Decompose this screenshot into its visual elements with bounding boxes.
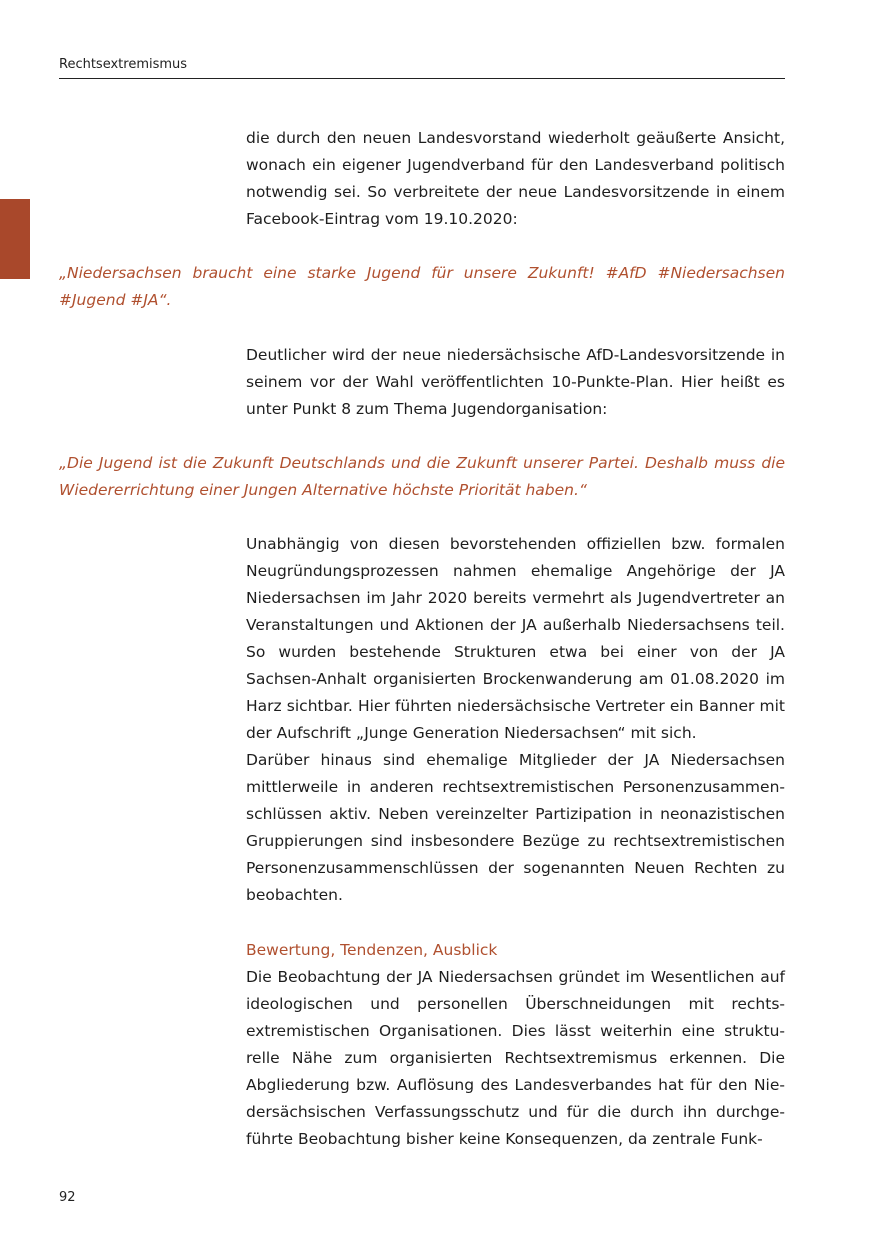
quote-1: „Niedersachsen braucht eine starke Jugend für unsere Zukunft! #AfD #Niedersachsen #Jugend #JA“. (59, 264, 785, 309)
quote-2: „Die Jugend ist die Zukunft Deutschlands und die Zukunft unserer Partei. Deshalb muss die Wiedererrichtung einer Jungen Alternative höchste Priorität haben.“ (59, 454, 785, 499)
section-heading: Bewertung, Tendenzen, Ausblick (246, 941, 498, 959)
body-paragraph-4: Darüber hinaus sind ehemalige Mitglieder der JA Niedersachsen mittlerweile in anderen rechtsextremistischen Personenzusammenschlüssen aktiv. Neben vereinzelter Partizipation in neonazistischen Gruppierungen sind insbesondere Bezüge zu rechtsextremistischen Personenzusammenschlüssen der sogenannten Neuen Rechten zu beobachten. (246, 751, 785, 904)
body-paragraph-3: Unabhängig von diesen bevorstehenden offiziellen bzw. formalen Neugründungsprozessen nahmen ehemalige Angehörige der JA Niedersachsen im Jahr 2020 bereits vermehrt als Jugendvertreter an Veranstaltungen und Aktionen der JA außerhalb Niedersachsens teil. So wurden bestehende Strukturen etwa bei einer von der JA Sachsen-Anhalt organisierten Brockenwanderung am 01.08.2020 im Harz sichtbar. Hier führten niedersächsische Vertreter ein Banner mit der Aufschrift „Junge Generation Niedersachsen“ mit sich. (246, 535, 785, 742)
page-number: 92 (59, 1190, 76, 1205)
body-paragraph-2: Deutlicher wird der neue niedersächsische AfD-Landesvorsitzende in seinem vor der Wahl veröffentlichten 10-Punkte-Plan. Hier heißt es unter Punkt 8 zum Thema Jugendorganisation: (246, 346, 785, 418)
chapter-tab-marker (0, 199, 30, 279)
body-paragraph-5: Die Beobachtung der JA Niedersachsen gründet im Wesentlichen auf ideologischen und personellen Überschneidungen mit rechtsextremistischen Organisationen. Dies lässt weiterhin eine strukturelle Nähe zum organisierten Rechtsextremismus erkennen. Die Abgliederung bzw. Auflösung des Landesverbandes hat für den Niedersächsischen Verfassungsschutz und für die durch ihn durchgeführte Beobachtung bisher keine Konsequenzen, da zentrale Funk- (246, 968, 785, 1148)
body-paragraph-1: die durch den neuen Landesvorstand wiederholt geäußerte Ansicht, wonach ein eigener Jugendverband für den Landesverband politisch notwendig sei. So verbreitete der neue Landesvorsitzende in einem Facebook-Eintrag vom 19.10.2020: (246, 129, 785, 228)
running-head: Rechtsextremismus (59, 56, 785, 79)
